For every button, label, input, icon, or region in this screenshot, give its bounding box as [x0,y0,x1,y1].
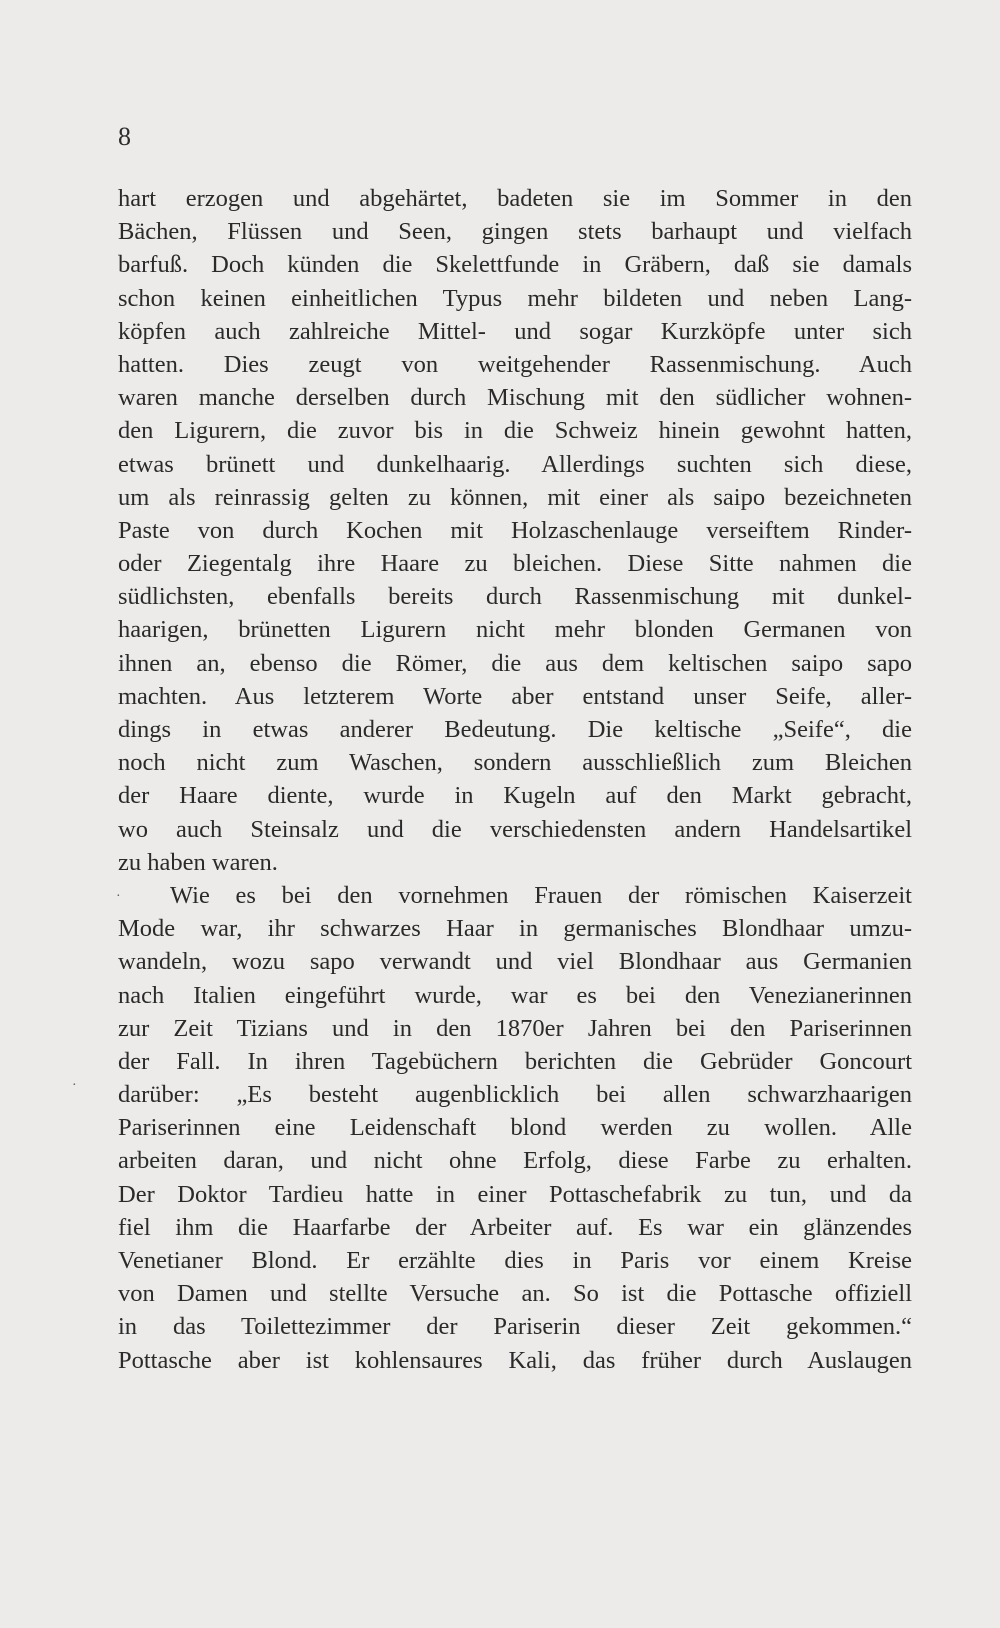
text-line: südlichsten, ebenfalls bereits durch Rassenmischung mit dunkel- [118,583,912,611]
text-line: Paste von durch Kochen mit Holzaschenlauge verseiftem Rinder- [118,516,912,544]
text-line: oder Ziegentalg ihre Haare zu bleichen. Diese Sitte nahmen die [118,550,912,578]
text-line: der Fall. In ihren Tagebüchern berichten die Gebrüder Goncourt [118,1047,912,1075]
print-speck: · [116,889,121,904]
text-line: haarigen, brünetten Ligurern nicht mehr blonden Germanen von [118,616,912,644]
text-line: nach Italien eingeführt wurde, war es bei den Venezianerinnen [118,981,912,1009]
text-line: hart erzogen und abgehärtet, badeten sie im Sommer in den [118,185,912,212]
body-text [118,182,912,1377]
text-line: Venetianer Blond. Er erzählte dies in Paris vor einem Kreise [118,1247,912,1274]
text-line: waren manche derselben durch Mischung mit den südlicher wohnen- [118,384,912,412]
text-line: dings in etwas anderer Bedeutung. Die keltische „Seife“, die [118,716,912,743]
text-line: Pottasche aber ist kohlensaures Kali, das früher durch Auslaugen [118,1346,912,1374]
text-line: hatten. Dies zeugt von weitgehender Rassenmischung. Auch [118,350,912,378]
print-speck: · [72,1078,77,1093]
text-line: arbeiten daran, und nicht ohne Erfolg, diese Farbe zu erhalten. [118,1147,912,1175]
text-line: köpfen auch zahlreiche Mittel- und sogar Kurzköpfe unter sich [118,317,912,345]
text-line: wandeln, wozu sapo verwandt und viel Blondhaar aus Germanien [118,948,912,976]
text-line: um als reinrassig gelten zu können, mit einer als saipo bezeichneten [118,483,912,511]
text-line: den Ligurern, die zuvor bis in die Schweiz hinein gewohnt hatten, [118,417,912,445]
paragraph-end-line: zu haben waren. [118,848,278,876]
page-number: 8 [118,122,131,151]
text-line: zur Zeit Tizians und in den 1870er Jahren bei den Pariserinnen [118,1014,912,1042]
text-line: in das Toilettezimmer der Pariserin dieser Zeit gekommen.“ [118,1313,912,1341]
text-line: wo auch Steinsalz und die verschiedensten andern Handelsartikel [118,815,912,843]
text-line: Der Doktor Tardieu hatte in einer Pottaschefabrik zu tun, und da [118,1180,912,1208]
text-line: barfuß. Doch künden die Skelettfunde in Gräbern, daß sie damals [118,251,912,279]
text-line: darüber: „Es besteht augenblicklich bei allen schwarzhaarigen [118,1081,912,1109]
text-line: ihnen an, ebenso die Römer, die aus dem keltischen saipo sapo [118,649,912,677]
text-line: noch nicht zum Waschen, sondern ausschließlich zum Bleichen [118,749,912,777]
text-line: von Damen und stellte Versuche an. So ist die Pottasche offiziell [118,1280,912,1308]
text-line: machten. Aus letzterem Worte aber entstand unser Seife, aller- [118,682,912,710]
text-line: der Haare diente, wurde in Kugeln auf den Markt gebracht, [118,782,912,810]
text-line: schon keinen einheitlichen Typus mehr bildeten und neben Lang- [118,284,912,312]
paragraph-start-line: Wie es bei den vornehmen Frauen der römischen Kaiserzeit [170,881,912,909]
text-line: Pariserinnen eine Leidenschaft blond werden zu wollen. Alle [118,1114,912,1142]
text-line: etwas brünett und dunkelhaarig. Allerdings suchten sich diese, [118,450,912,478]
text-line: Bächen, Flüssen und Seen, gingen stets barhaupt und vielfach [118,218,912,246]
text-line: Mode war, ihr schwarzes Haar in germanisches Blondhaar umzu- [118,915,912,943]
text-line: fiel ihm die Haarfarbe der Arbeiter auf. Es war ein glänzendes [118,1213,912,1241]
